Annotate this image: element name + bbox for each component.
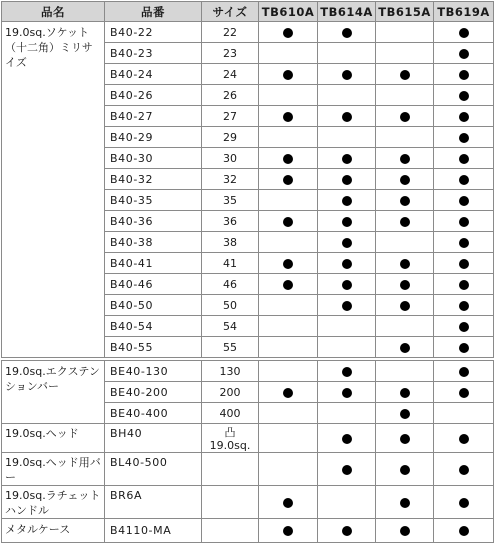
availability-cell [318,424,376,453]
availability-cell [434,85,494,106]
included-dot-icon [459,434,469,444]
code-cell: BE40-200 [105,382,202,403]
code-cell: BL40-500 [105,453,202,486]
availability-cell [376,190,434,211]
size-cell: 27 [202,106,259,127]
included-dot-icon [459,367,469,377]
included-dot-icon [342,196,352,206]
included-dot-icon [342,28,352,38]
header-name: 品名 [2,2,105,22]
code-cell: B40-50 [105,295,202,316]
included-dot-icon [342,434,352,444]
size-cell: 35 [202,190,259,211]
included-dot-icon [459,388,469,398]
availability-cell [259,22,318,43]
availability-cell [376,169,434,190]
included-dot-icon [459,133,469,143]
included-dot-icon [459,196,469,206]
included-dot-icon [400,217,410,227]
availability-cell [434,22,494,43]
availability-cell [376,85,434,106]
availability-cell [259,127,318,148]
size-cell: 55 [202,337,259,360]
size-cell: 36 [202,211,259,232]
code-cell: B40-24 [105,64,202,85]
availability-cell [259,337,318,360]
availability-cell [376,424,434,453]
availability-cell [376,64,434,85]
availability-cell [434,295,494,316]
size-cell: 24 [202,64,259,85]
size-cell: 29 [202,127,259,148]
included-dot-icon [459,259,469,269]
availability-cell [318,232,376,253]
code-cell: BR6A [105,486,202,519]
availability-cell [434,169,494,190]
availability-cell [434,43,494,64]
group-name-headbar: 19.0sq.ヘッド用バー [2,453,105,486]
size-cell: 38 [202,232,259,253]
group-name-socket: 19.0sq.ソケット（十二角）ミリサイズ [2,22,105,360]
availability-cell [434,253,494,274]
availability-cell [318,106,376,127]
availability-cell [434,359,494,382]
included-dot-icon [342,154,352,164]
availability-cell [434,337,494,360]
included-dot-icon [283,280,293,290]
included-dot-icon [459,154,469,164]
included-dot-icon [459,343,469,353]
included-dot-icon [400,196,410,206]
availability-cell [318,316,376,337]
header-size: サイズ [202,2,259,22]
code-cell: B40-26 [105,85,202,106]
availability-cell [259,253,318,274]
availability-cell [318,253,376,274]
availability-cell [259,295,318,316]
size-cell: 22 [202,22,259,43]
availability-cell [376,403,434,424]
availability-cell [376,519,434,543]
size-cell: 130 [202,359,259,382]
included-dot-icon [459,91,469,101]
group-name-head: 19.0sq.ヘッド [2,424,105,453]
availability-cell [259,169,318,190]
included-dot-icon [459,280,469,290]
table-row [2,453,494,486]
included-dot-icon [342,367,352,377]
code-cell: B40-38 [105,232,202,253]
availability-cell [318,337,376,360]
availability-cell [318,148,376,169]
availability-cell [318,190,376,211]
availability-cell [434,232,494,253]
size-cell: 32 [202,169,259,190]
availability-cell [376,453,434,486]
availability-cell [376,22,434,43]
availability-cell [434,211,494,232]
availability-cell [434,453,494,486]
code-cell: B40-30 [105,148,202,169]
header-tb614a: TB614A [318,2,376,22]
size-cell: 41 [202,253,259,274]
group-name-ratchet: 19.0sq.ラチェットハンドル [2,486,105,519]
included-dot-icon [283,259,293,269]
included-dot-icon [459,28,469,38]
square-drive-icon: 凸 [224,426,236,439]
included-dot-icon [283,175,293,185]
table-row [2,424,494,453]
availability-cell [259,85,318,106]
code-cell: B40-55 [105,337,202,360]
included-dot-icon [342,238,352,248]
availability-cell [259,43,318,64]
included-dot-icon [342,175,352,185]
availability-cell [318,359,376,382]
code-cell: B40-46 [105,274,202,295]
included-dot-icon [459,112,469,122]
included-dot-icon [459,217,469,227]
size-cell [202,519,259,543]
size-cell: 200 [202,382,259,403]
table-row [2,359,494,382]
availability-cell [259,232,318,253]
availability-cell [259,64,318,85]
included-dot-icon [400,434,410,444]
code-cell: B40-22 [105,22,202,43]
availability-cell [434,316,494,337]
availability-cell [376,106,434,127]
included-dot-icon [342,70,352,80]
availability-cell [376,486,434,519]
included-dot-icon [342,388,352,398]
size-cell: 50 [202,295,259,316]
availability-cell [318,486,376,519]
size-cell: 26 [202,85,259,106]
header-tb610a: TB610A [259,2,318,22]
availability-cell [259,486,318,519]
availability-cell [318,169,376,190]
availability-cell [376,274,434,295]
code-cell: B40-54 [105,316,202,337]
included-dot-icon [459,526,469,536]
availability-cell [434,424,494,453]
included-dot-icon [400,409,410,419]
included-dot-icon [459,322,469,332]
availability-cell [318,453,376,486]
table-row [2,519,494,543]
included-dot-icon [342,465,352,475]
code-cell: B40-27 [105,106,202,127]
availability-cell [376,253,434,274]
availability-cell [259,211,318,232]
included-dot-icon [283,217,293,227]
included-dot-icon [342,217,352,227]
table-row [2,22,494,43]
availability-cell [259,519,318,543]
header-tb615a: TB615A [376,2,434,22]
header-tb619a: TB619A [434,2,494,22]
included-dot-icon [459,465,469,475]
availability-cell [376,43,434,64]
included-dot-icon [400,388,410,398]
included-dot-icon [459,498,469,508]
availability-cell [318,64,376,85]
availability-cell [318,22,376,43]
included-dot-icon [459,301,469,311]
code-cell: B40-36 [105,211,202,232]
availability-cell [376,316,434,337]
availability-cell [376,148,434,169]
availability-cell [434,403,494,424]
availability-cell [259,106,318,127]
availability-cell [376,337,434,360]
availability-cell [259,403,318,424]
code-cell: B40-23 [105,43,202,64]
included-dot-icon [283,388,293,398]
availability-cell [259,424,318,453]
included-dot-icon [400,70,410,80]
availability-cell [434,148,494,169]
code-cell: B4110-MA [105,519,202,543]
availability-cell [434,127,494,148]
availability-cell [318,295,376,316]
code-cell: B40-41 [105,253,202,274]
availability-cell [318,403,376,424]
included-dot-icon [342,526,352,536]
availability-cell [318,127,376,148]
availability-cell [376,211,434,232]
code-cell: BE40-400 [105,403,202,424]
header-code: 品番 [105,2,202,22]
size-value: 19.0sq. [209,439,251,452]
included-dot-icon [283,526,293,536]
code-cell: BE40-130 [105,359,202,382]
included-dot-icon [283,112,293,122]
size-cell: 23 [202,43,259,64]
included-dot-icon [283,70,293,80]
availability-cell [318,382,376,403]
code-cell: B40-29 [105,127,202,148]
availability-cell [434,190,494,211]
included-dot-icon [400,343,410,353]
availability-cell [259,359,318,382]
size-cell: 30 [202,148,259,169]
availability-cell [318,211,376,232]
availability-cell [434,382,494,403]
code-cell: B40-35 [105,190,202,211]
included-dot-icon [283,154,293,164]
size-cell: 54 [202,316,259,337]
size-cell [202,453,259,486]
header-row [2,2,494,22]
availability-cell [318,519,376,543]
availability-cell [318,274,376,295]
included-dot-icon [400,465,410,475]
availability-cell [259,453,318,486]
availability-cell [434,274,494,295]
availability-cell [376,232,434,253]
availability-cell [434,106,494,127]
availability-cell [259,148,318,169]
included-dot-icon [400,259,410,269]
spec-table [1,1,494,543]
availability-cell [318,43,376,64]
code-cell: B40-32 [105,169,202,190]
availability-cell [259,190,318,211]
included-dot-icon [342,112,352,122]
availability-cell [318,85,376,106]
availability-cell [434,486,494,519]
availability-cell [259,316,318,337]
included-dot-icon [342,259,352,269]
size-cell-stack [202,424,259,453]
included-dot-icon [400,498,410,508]
availability-cell [259,274,318,295]
included-dot-icon [459,238,469,248]
code-cell: BH40 [105,424,202,453]
included-dot-icon [459,49,469,59]
group-name-extension: 19.0sq.エクステンションバー [2,359,105,424]
included-dot-icon [400,154,410,164]
availability-cell [376,382,434,403]
included-dot-icon [400,112,410,122]
included-dot-icon [400,280,410,290]
availability-cell [376,127,434,148]
included-dot-icon [283,498,293,508]
availability-cell [376,295,434,316]
included-dot-icon [283,28,293,38]
group-name-case: メタルケース [2,519,105,543]
included-dot-icon [400,175,410,185]
included-dot-icon [400,301,410,311]
availability-cell [434,519,494,543]
included-dot-icon [459,175,469,185]
size-cell [202,486,259,519]
availability-cell [434,64,494,85]
table-row [2,486,494,519]
availability-cell [376,359,434,382]
included-dot-icon [459,70,469,80]
availability-cell [259,382,318,403]
included-dot-icon [400,526,410,536]
size-cell: 400 [202,403,259,424]
size-cell: 46 [202,274,259,295]
included-dot-icon [342,301,352,311]
included-dot-icon [342,280,352,290]
